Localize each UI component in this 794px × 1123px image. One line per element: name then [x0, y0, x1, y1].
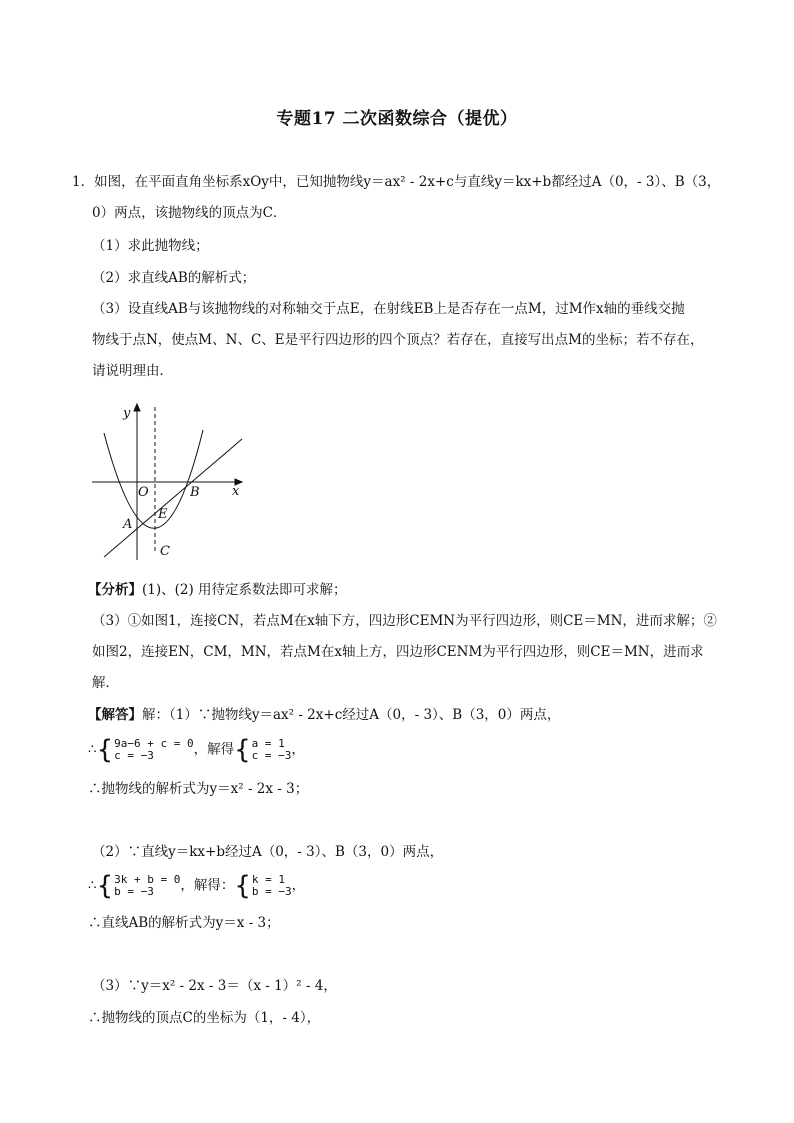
analysis-tag: 【分析】 [88, 582, 142, 598]
analysis-line-3: 如图2，连接EN，CM，MN，若点M在x轴上方，四边形CENM为平行四边形，则CE＝MN，进而求 [92, 644, 704, 660]
question-part-3-line-2: 物线于点N，使点M、N、C、E是平行四边形的四个顶点？若存在，直接写出点M的坐标；若不存在， [92, 332, 704, 348]
brace-icon: { [234, 735, 251, 765]
question-part-1: （1）求此抛物线； [92, 238, 209, 254]
therefore-symbol: ∴ [88, 877, 97, 894]
equation: c = −3 [251, 749, 292, 762]
label-e: E [158, 507, 168, 522]
solution-part-2-result: ∴直线AB的解析式为y＝x - 3； [88, 915, 280, 931]
question-line-2: 0）两点，该抛物线的顶点为C． [92, 205, 287, 221]
page-title: 专题17 二次函数综合（提优） [276, 109, 518, 129]
question-part-2: （2）求直线AB的解析式； [92, 270, 256, 286]
analysis-line-2: （3）①如图1，连接CN，若点M在x轴下方，四边形CEMN为平行四边形，则CE＝MN，进而求解；② [92, 613, 717, 629]
equation: 3k + b = 0 [114, 873, 181, 886]
solution-part-1-head: 解：（1）∵抛物线y＝ax² - 2x+c经过A（0，- 3）、B（3，0）两点， [142, 707, 561, 723]
solve-text: ，解得： [180, 877, 235, 894]
question-line-1: 1．如图，在平面直角坐标系xOy中，已知抛物线y＝ax² - 2x+c与直线y＝kx+b都经过A（0，- 3）、B（3， [72, 174, 721, 190]
equation: b = −3 [114, 885, 154, 898]
brace-icon: { [96, 871, 114, 901]
equation-system-4 [252, 874, 292, 898]
analysis-text-1: (1)、(2) 用待定系数法即可求解； [142, 582, 347, 598]
therefore-symbol: ∴ [88, 741, 97, 758]
label-o: O [138, 485, 149, 500]
solution-part-2-system [88, 871, 306, 901]
label-y: y [123, 406, 131, 421]
question-part-3-line-1: （3）设直线AB与该抛物线的对称轴交于点E，在射线EB上是否存在一点M，过M作x轴的垂线交抛 [92, 301, 685, 317]
solution-line-1 [88, 705, 560, 725]
equation-system-1 [114, 738, 193, 762]
line-ab [104, 439, 242, 557]
equation-system-2 [252, 738, 292, 762]
solution-tag: 【解答】 [88, 707, 142, 723]
equation: b = −3 [251, 885, 292, 898]
parabola-figure [90, 395, 255, 565]
brace-icon: { [96, 735, 114, 765]
equation: c = −3 [114, 749, 154, 762]
solution-part-2-head: （2）∵直线y＝kx+b经过A（0，- 3）、B（3，0）两点， [92, 844, 444, 860]
solution-part-1-result: ∴抛物线的解析式为y＝x² - 2x - 3； [88, 781, 309, 797]
label-a: A [123, 517, 133, 532]
parabola-curve [104, 430, 203, 528]
comma: ， [291, 877, 306, 894]
solution-part-1-system [88, 735, 305, 765]
equation: a = 1 [251, 737, 285, 750]
solution-part-3-vertex: ∴抛物线的顶点C的坐标为（1，- 4）， [88, 1010, 321, 1026]
analysis-line-4: 解． [92, 675, 119, 691]
equation: k = 1 [251, 873, 286, 886]
label-c: C [160, 544, 170, 559]
equation-system-3 [114, 874, 180, 898]
brace-icon: { [234, 871, 251, 901]
comma: ， [291, 741, 305, 758]
solve-text: ，解得 [193, 741, 235, 758]
analysis-line-1 [88, 580, 347, 600]
y-axis-arrow [134, 404, 140, 411]
equation: 9a−6 + c = 0 [114, 737, 194, 750]
label-x: x [232, 484, 240, 499]
question-part-3-line-3: 请说明理由． [92, 363, 173, 379]
solution-part-3-head: （3）∵y＝x² - 2x - 3＝（x - 1）² - 4， [92, 978, 337, 994]
label-b: B [190, 485, 200, 500]
